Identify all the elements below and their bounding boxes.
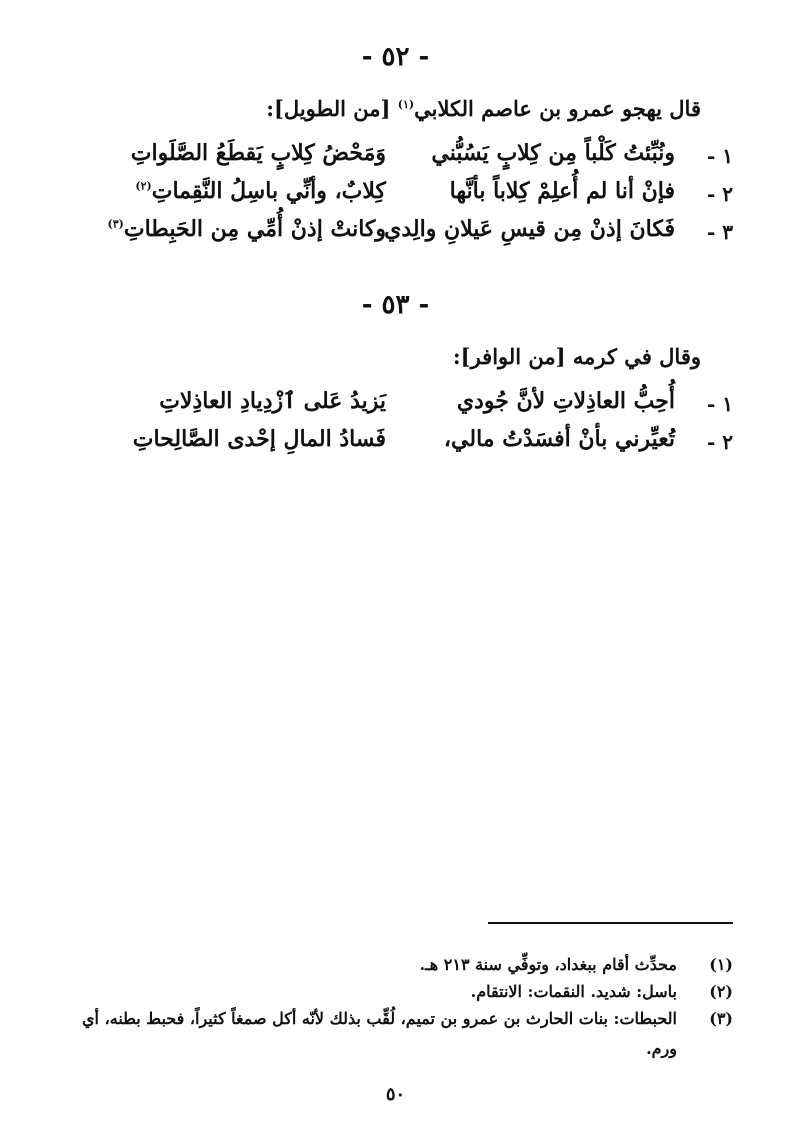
first-hemistich: فَكانَ إذنْ مِن قيسِ عَيلانِ والِدي [384, 216, 675, 242]
footnote-text: باسل: شديد. النقمات: الانتقام. [470, 982, 677, 1001]
hemistich-text: كِلابٌ، وأنِّي باسِلُ النَّقِماتِ [151, 178, 386, 204]
first-hemistich: فإنْ أنا لم أُعلِمْ كِلاباً بأنَّها [449, 178, 675, 204]
poem-intro-52 [266, 96, 701, 121]
verse-52-2 [40, 178, 751, 218]
footnote-text: محدِّث أقام ببغداد، وتوفِّي سنة ٢١٣ هـ. [419, 955, 677, 974]
second-hemistich [56, 216, 386, 242]
verse-number: ٢ - [706, 182, 733, 206]
footnote-ref-2: (٢) [135, 179, 152, 193]
first-hemistich: تُعيِّرني بأنْ أفسَدْتُ مالي، [443, 426, 675, 452]
verse-53-2 [40, 426, 751, 466]
second-hemistich [56, 140, 386, 166]
footnote-3 [55, 1004, 733, 1064]
verse-53-1 [40, 388, 751, 428]
footnote-number: (١) [709, 955, 733, 974]
verse-number: ٢ - [706, 430, 733, 454]
section-number-52: - ٥٢ - [361, 42, 430, 72]
page-number: ٥٠ [385, 1084, 406, 1105]
hemistich-text: فَسادُ المالِ إحْدى الصَّالِحاتِ [132, 426, 386, 452]
verse-number: ١ - [706, 144, 733, 168]
meter-label: [من الطويل]: [266, 96, 398, 121]
verse-52-3 [40, 216, 751, 256]
intro-text: قال يهجو عمرو بن عاصم الكلابي [414, 96, 701, 121]
section-number-53: - ٥٣ - [361, 290, 430, 320]
poem-intro-53 [453, 344, 701, 369]
footnote-ref-1: (١) [397, 98, 415, 111]
intro-text: وقال في كرمه [572, 344, 701, 369]
footnote-1 [55, 950, 733, 980]
second-hemistich [56, 388, 386, 414]
meter-label: [من الوافر]: [452, 344, 573, 369]
second-hemistich [56, 426, 386, 452]
footnote-number: (٢) [709, 982, 733, 1001]
hemistich-text: وَمَحْضُ كِلابٍ يَقطَعُ الصَّلَواتِ [130, 140, 386, 166]
footnote-2 [55, 977, 733, 1007]
footnote-number: (٣) [709, 1009, 733, 1028]
first-hemistich: ونُبِّئتُ كَلْباً مِن كِلابٍ يَسُبُّني [431, 140, 675, 166]
footnote-separator [488, 922, 733, 924]
verse-52-1 [40, 140, 751, 180]
hemistich-text: وكانتْ إذنْ أُمِّي مِن الحَبِطاتِ [123, 216, 386, 242]
footnote-ref-3: (٣) [107, 217, 124, 231]
verse-number: ٣ - [706, 220, 733, 244]
second-hemistich [56, 178, 386, 204]
hemistich-text: يَزيدُ عَلى ٱزْدِيادِ العاذِلاتِ [159, 388, 386, 414]
footnote-text: الحبطات: بنات الحارث بن عمرو بن تميم، لُقِّب بذلك لأنّه أكل صمغاً كثيراً، فحبط بطنه، أي ورم. [82, 1009, 677, 1058]
verse-number: ١ - [706, 392, 733, 416]
first-hemistich: أُحِبُّ العاذِلاتِ لأنَّ جُودي [456, 388, 675, 414]
